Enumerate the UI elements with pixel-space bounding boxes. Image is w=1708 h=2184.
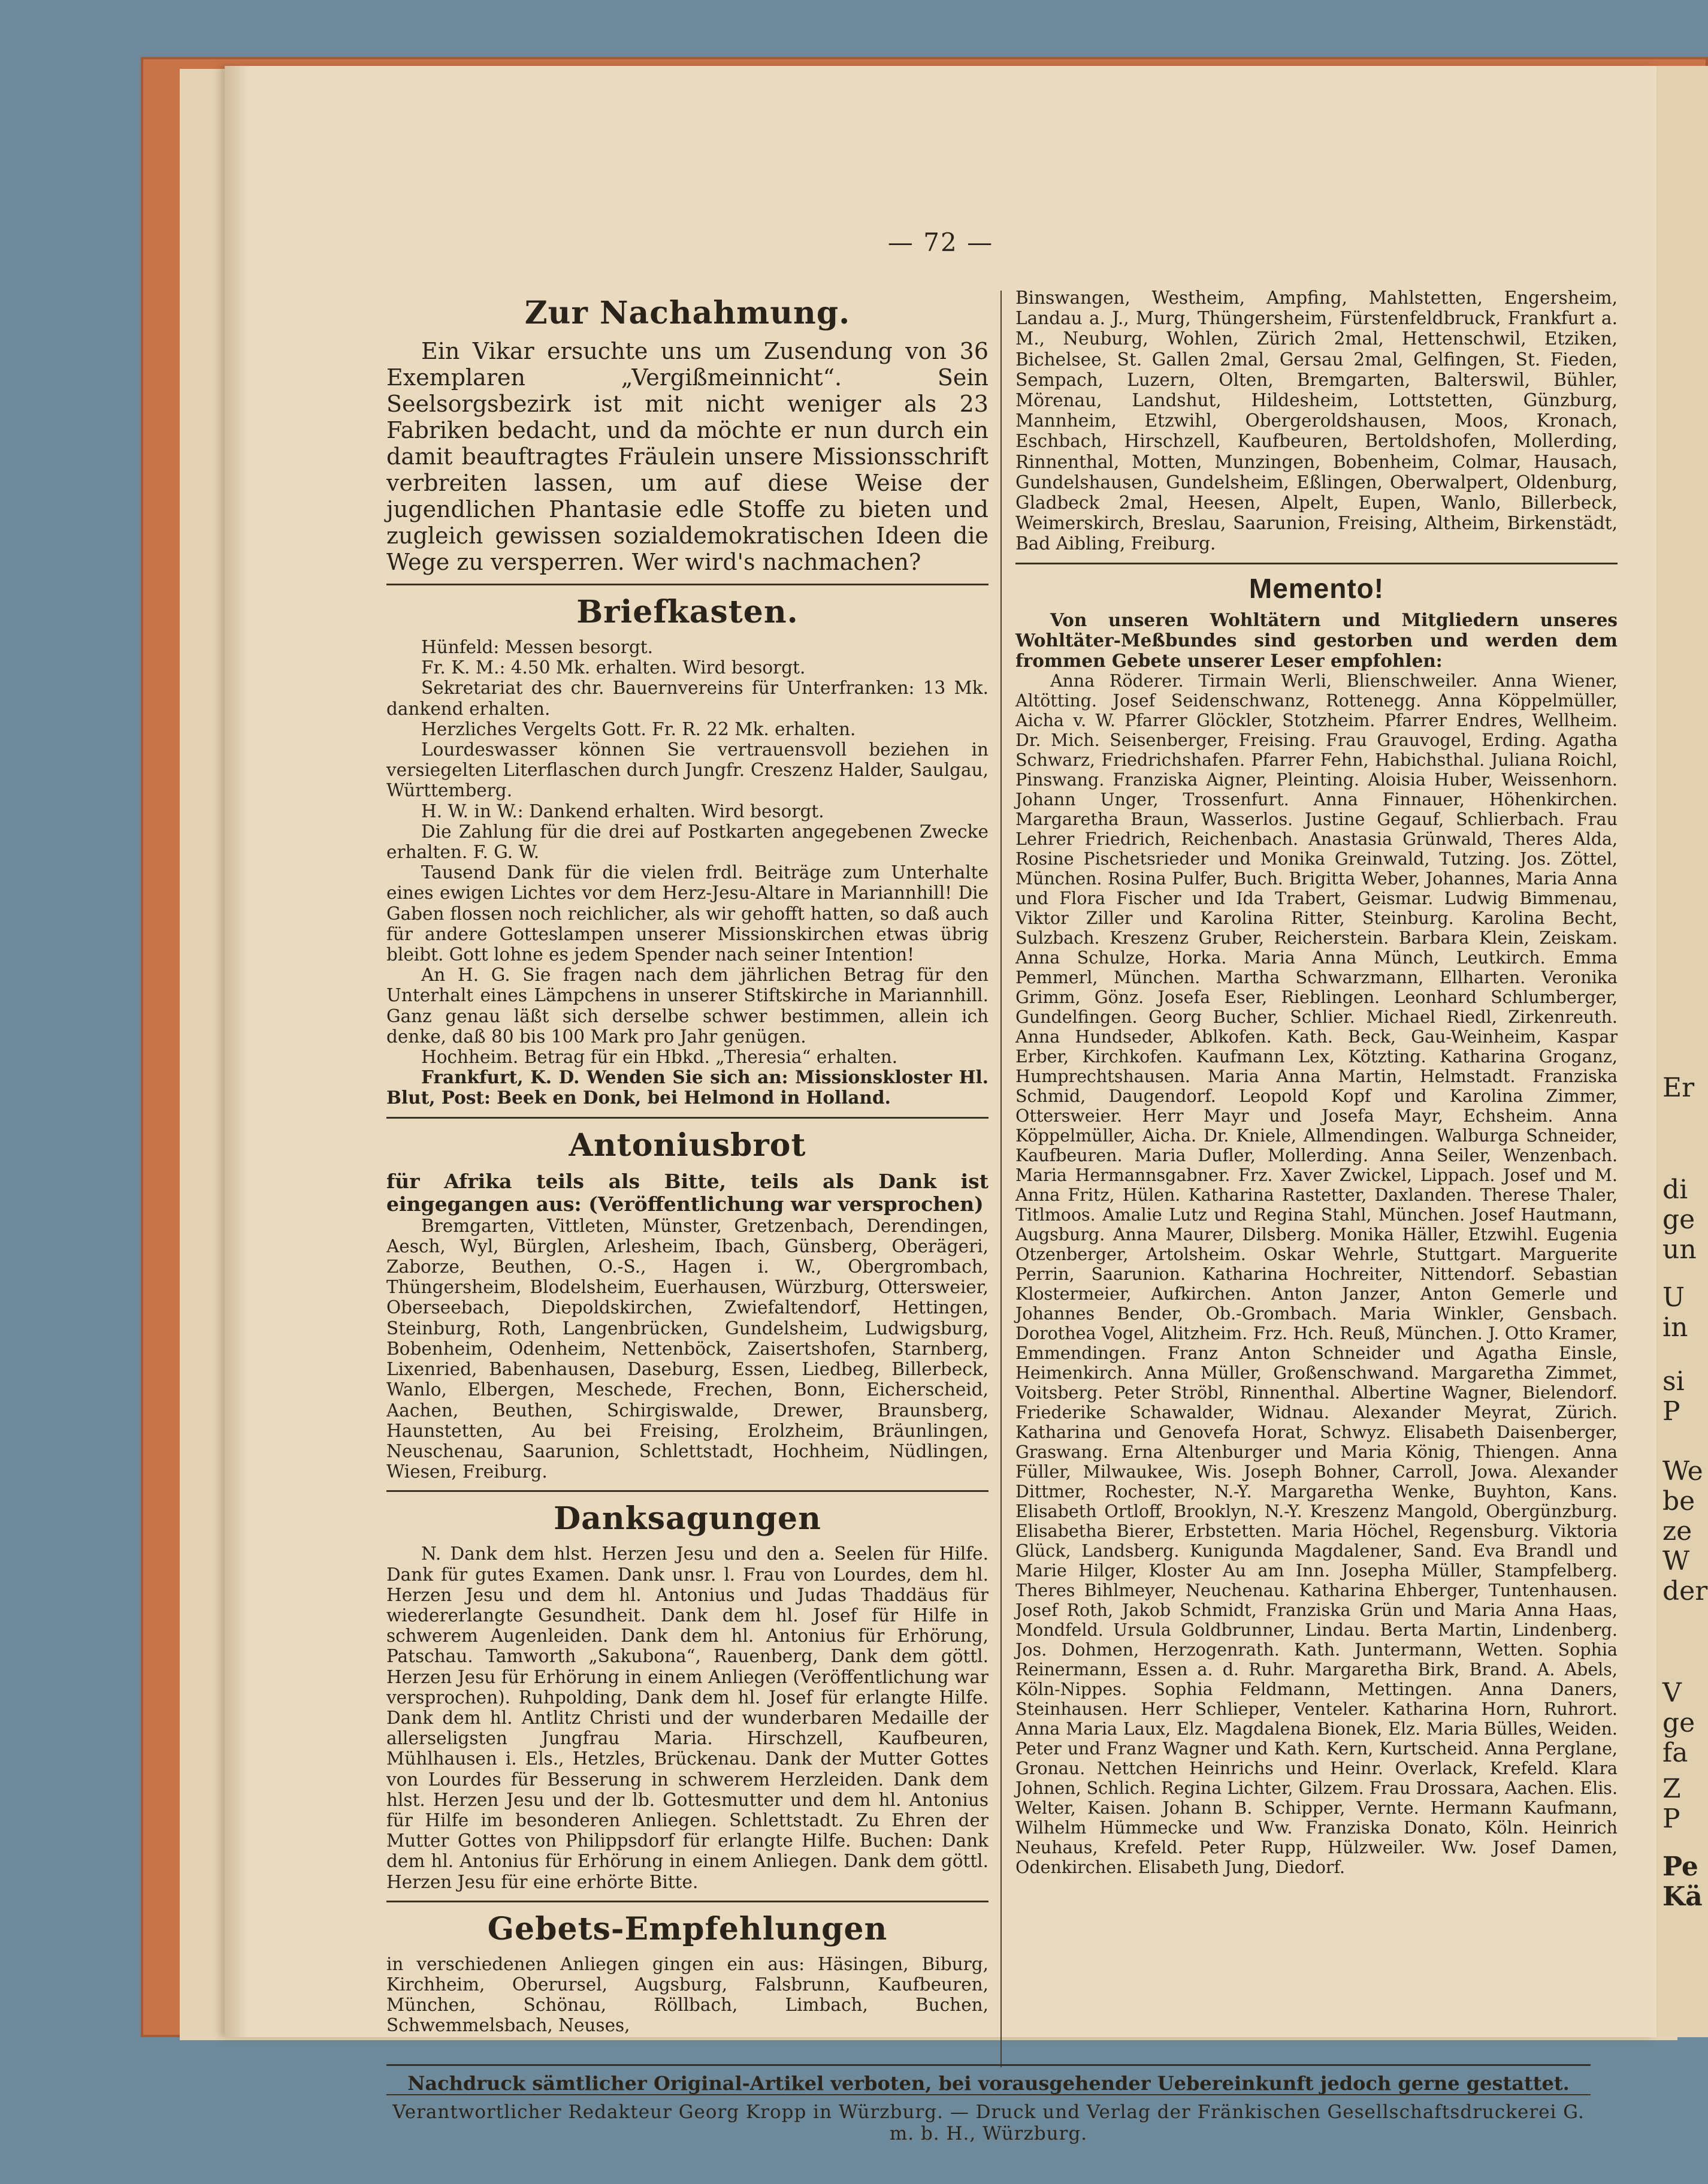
newspaper-page	[225, 66, 1656, 2144]
facing-page-fragment: We	[1662, 1456, 1703, 1487]
briefkasten-line: Frankfurt, K. D. Wenden Sie sich an: Missionskloster Hl. Blut, Post: Beek en Donk, bei Helmond in Holland.	[386, 1067, 988, 1108]
facing-page-fragment: Pe	[1662, 1851, 1698, 1882]
briefkasten-line: H. W. in W.: Dankend erhalten. Wird besorgt.	[421, 801, 824, 821]
briefkasten-line: Hochheim. Betrag für ein Hbkd. „Theresia“ erhalten.	[421, 1047, 898, 1068]
facing-page-fragment: ge	[1662, 1708, 1695, 1738]
nachahmung-text: Ein Vikar ersuchte uns um Zusendung von 36 Exemplaren „Vergißmeinnicht“. Sein Seelsorgsbezirk ist mit nicht weniger als 23 Fabriken bedacht, und da möchte er nun durch ein damit beauftragtes Fräulein unsere Missionsschrift verbreiten lassen, um auf diese Weise der jugendlichen Phantasie edle Stoffe zu bieten und zugleich gewissen sozialdemokratischen Ideen die Wege zu versperren. Wer wird's nachmachen?	[386, 338, 988, 575]
facing-page-fragment: be	[1662, 1486, 1695, 1517]
reprint-notice: Nachdruck sämtlicher Original-Artikel verboten, bei vorausgehender Uebereinkunft jedoch gerne gestattet.	[386, 2064, 1591, 2095]
imprint-line: Verantwortlicher Redakteur Georg Kropp in Würzburg. — Druck und Verlag der Fränkischen Gesellschaftsdruckerei G. m. b. H., Würzburg.	[386, 2094, 1591, 2144]
section-heading-memento: Memento!	[1248, 572, 1384, 604]
antoniusbrot-text: Bremgarten, Vittleten, Münster, Gretzenbach, Derendingen, Aesch, Wyl, Bürglen, Arlesheim, Ibach, Günsberg, Oberägeri, Zaborze, Beuthen, O.-S., Hagen i. W., Obergrombach, Thüngersheim, Blodelsheim, Euerhausen, Würzburg, Ottersweier, Oberseebach, Diepoldskirchen, Zwiefaltendorf, Hettingen, Steinburg, Roth, Langenbrücken, Gundelsheim, Ludwigsburg, Bobenheim, Odenheim, Nettenböck, Zaisertshofen, Starnberg, Lixenried, Babenhausen, Daseburg, Essen, Liedbeg, Billerbeck, Wanlo, Elbergen, Meschede, Frechen, Bonn, Eicherscheid, Aachen, Beuthen, Schirgiswalde, Drewer, Braunsberg, Haunstetten, Au bei Freising, Erolzheim, Bräunlingen, Neuschenau, Saarunion, Schlettstadt, Hochheim, Nüdlingen, Wiesen, Freiburg.	[386, 1215, 988, 1482]
section-rule	[386, 1117, 988, 1119]
facing-page-fragment: P	[1662, 1396, 1680, 1427]
section-heading-antoniusbrot: Antoniusbrot	[569, 1126, 806, 1164]
facing-page-fragment: si	[1662, 1366, 1685, 1397]
left-column	[386, 288, 988, 2036]
page-number: — 72 —	[887, 228, 994, 257]
briefkasten-line: Die Zahlung für die drei auf Postkarten angegebenen Zwecke erhalten. F. G. W.	[386, 821, 988, 863]
antoniusbrot-subheading: für Afrika teils als Bitte, teils als Dank ist eingegangen aus: (Veröffentlichung war versprochen)	[386, 1169, 988, 1216]
page-gutter-shade	[225, 66, 249, 2037]
section-rule	[386, 584, 988, 585]
facing-page-fragment: P	[1662, 1804, 1680, 1834]
briefkasten-line: Fr. K. M.: 4.50 Mk. erhalten. Wird besorgt.	[421, 657, 806, 678]
facing-page-fragment: un	[1662, 1234, 1697, 1265]
briefkasten-line: Herzliches Vergelts Gott. Fr. R. 22 Mk. erhalten.	[421, 718, 856, 739]
danksagungen-text: N. Dank dem hlst. Herzen Jesu und den a. Seelen für Hilfe. Dank für gutes Examen. Dank unsr. l. Frau von Lourdes, dem hl. Herzen Jesu und dem hl. Antonius und Judas Thaddäus für wiedererlangte Gesundheit. Dank dem hl. Josef für Hilfe in schwerem Augenleiden. Dank dem hl. Antonius für Erhörung, Patschau. Tamworth „Sakubona“, Rauenberg, Dank dem göttl. Herzen Jesu für Erhörung in einem Anliegen (Veröffentlichung war versprochen). Ruhpolding, Dank dem hl. Josef für erlangte Hilfe. Dank dem hl. Antlitz Christi und der wunderbaren Medaille der allerseligsten Jungfrau Maria. Hirschzell, Kaufbeuren, Mühlhausen i. Els., Hetzles, Brückenau. Dank der Mutter Gottes von Lourdes für Besserung in schwerem Herzleiden. Dank dem hlst. Herzen Jesu und der lb. Gottesmutter und dem hl. Antonius für Hilfe im besonderen Anliegen. Schlettstadt. Zu Ehren der Mutter Gottes von Philippsdorf für erlangte Hilfe. Buchen: Dank dem hl. Antonius für Erhörung in einem Anliegen. Dank dem göttl. Herzen Jesu für eine erhörte Bitte.	[386, 1543, 988, 1892]
memento-text: Anna Röderer. Tirmain Werli, Blienschweiler. Anna Wiener, Altötting. Josef Seidenschwanz, Rottenegg. Anna Köppelmüller, Aicha v. W. Pfarrer Glöckler, Stotzheim. Pfarrer Endres, Wellheim. Dr. Mich. Seisenberger, Freising. Frau Grauvogel, Erding. Agatha Schwarz, Friedrichshafen. Pfarrer Fehn, Habichsthal. Juliana Roichl, Pinswang. Franziska Aigner, Pleinting. Aloisia Huber, Weissenhorn. Johann Unger, Trossenfurt. Anna Finnauer, Höhenkirchen. Margaretha Braun, Wasserlos. Justine Gegauf, Schlierbach. Frau Lehrer Friedrich, Reichenbach. Anastasia Grünwald, Theres Alda, Rosine Pischetsrieder und Monika Greinwald, Tutzing. Jos. Zöttel, München. Rosina Pulfer, Buch. Brigitta Weber, Johannes, Maria Anna und Flora Fischer und Ida Trabert, Geismar. Ludwig Bimmenau, Viktor Ziller und Karolina Ritter, Steinburg. Karolina Becht, Sulzbach. Kreszenz Gruber, Reicherstein. Barbara Klein, Zeiskam. Anna Schulze, Horka. Maria Anna Münch, Leutkirch. Emma Pemmerl, München. Martha Schwarzmann, Ellharten. Veronika Grimm, Gönz. Josefa Eser, Rieblingen. Leonhard Schlumberger, Gundelfingen. Georg Bucher, Schlier. Michael Riedl, Zirkenreuth. Anna Hundseder, Ablkofen. Kath. Beck, Gau-Weinheim, Kaspar Erber, Kirchkofen. Kaufmann Lex, Kötzting. Katharina Groganz, Humprechtshausen. Maria Anna Martin, Helmstadt. Franziska Schmid, Daugendorf. Leopold Kopf und Karolina Zimmer, Ottersweier. Herr Mayr und Josefa Mayr, Echsheim. Anna Köppelmüller, Aicha. Dr. Kniele, Allmendingen. Walburga Schneider, Kaufbeuren. Maria Dufler, Mollerding. Anna Seiler, Wenzenbach. Maria Hermannsgabner. Frz. Xaver Zwickel, Lippach. Josef und M. Anna Fritz, Hülen. Katharina Rastetter, Daxlanden. Therese Thaler, Titlmoos. Amalie Lutz und Regina Stahl, München. Josef Hautmann, Augsburg. Anna Maurer, Dilsberg. Monika Häller, Etzwihl. Eugenia Otzenberger, Artolsheim. Oskar Wehrle, Stuttgart. Marguerite Perrin, Saarunion. Katharina Hochreiter, Nittendorf. Sebastian Klostermeier, Aufkirchen. Anton Janzer, Anton Gemerle und Johannes Bender, Ob.-Grombach. Maria Winkler, Gensbach. Dorothea Vogel, Alitzheim. Frz. Hch. Reuß, München. J. Otto Kramer, Emmendingen. Franz Anton Schneider und Agatha Einsle, Heimenkirch. Anna Müller, Großenschwand. Margaretha Zimmet, Voitsberg. Peter Ströbl, Rinnenthal. Albertine Wagner, Bielendorf. Friederike Schawalder, Widnau. Alexander Meyrat, Zürich. Katharina und Genovefa Horat, Schwyz. Elisabeth Daisenberger, Graswang. Erna Altenburger und Maria König, Thiengen. Anna Füller, Milwaukee, Wis. Joseph Bohner, Carroll, Jowa. Alexander Dittmer, Rochester, N.-Y. Margaretha Wenke, Buyhton, Kans. Elisabeth Ortloff, Brooklyn, N.-Y. Kreszenz Mangold, Obergünzburg. Elisabetha Bierer, Erbstetten. Maria Höchel, Regensburg. Viktoria Glück, Landsberg. Kunigunda Magdalener, Sand. Eva Brandl und Marie Hilger, Kloster Au am Inn. Josepha Müller, Stampfelberg. Theres Bihlmeyer, Neuchenau. Katharina Ehberger, Tuntenhausen. Josef Roth, Jakob Schmidt, Franziska Grün und Maria Anna Haas, Mondfeld. Ursula Goldbrunner, Lindau. Berta Martin, Lindenberg. Jos. Dohmen, Herzogenrath. Kath. Juntermann, Wetten. Sophia Reinermann, Essen a. d. Ruhr. Margaretha Birk, Brand. A. Abels, Köln-Nippes. Sophia Feldmann, Mettingen. Anna Daners, Steinhausen. Herr Schlieper, Venteler. Katharina Horn, Ruhrort. Anna Maria Laux, Elz. Magdalena Bionek, Elz. Maria Bülles, Weiden. Peter und Franz Wagner und Kath. Kern, Kurtscheid. Anna Perglane, Gronau. Nettchen Heinrichs und Heinr. Overlack, Krefeld. Klara Johnen, Schlich. Regina Lichter, Gilzem. Frau Drossara, Aachen. Elis. Welter, Kaisen. Johann B. Schipper, Vernte. Hermann Kaufmann, Wilhelm Hümmecke und Ww. Franziska Donato, Köln. Heinrich Neuhaus, Krefeld. Peter Rupp, Hülzweiler. Ww. Josef Damen, Odenkirchen. Elisabeth Jung, Diedorf.	[1015, 671, 1618, 1878]
facing-page-fragment: Z	[1662, 1774, 1681, 1804]
briefkasten-line: Sekretariat des chr. Bauernvereins für Unterfranken: 13 Mk. dankend erhalten.	[386, 678, 988, 719]
facing-page-fragment: Kä	[1662, 1881, 1703, 1912]
facing-page-fragment: Er	[1662, 1073, 1695, 1103]
section-heading-danksagungen: Danksagungen	[554, 1500, 821, 1537]
briefkasten-line: Hünfeld: Messen besorgt.	[421, 637, 653, 657]
briefkasten-line: Lourdeswasser können Sie vertrauensvoll beziehen in versiegelten Literflaschen durch Jungfr. Creszenz Halder, Saulgau, Württemberg.	[386, 739, 988, 801]
facing-page-fragment: U	[1662, 1282, 1685, 1313]
facing-page-fragment: der	[1662, 1576, 1708, 1606]
gebete-text: in verschiedenen Anliegen gingen ein aus: Häsingen, Biburg, Kirchheim, Oberursel, Augsburg, Falsbrunn, Kaufbeuren, München, Schönau, Röllbach, Limbach, Buchen, Schwemmelsbach, Neuses,	[386, 1953, 988, 2036]
facing-page-fragment: ze	[1662, 1516, 1692, 1546]
column-divider	[1000, 291, 1002, 2067]
section-heading-nachahmung: Zur Nachahmung.	[524, 295, 851, 331]
memento-intro: Von unseren Wohltätern und Mitgliedern unseres Wohltäter-Meßbundes sind gestorben und werden dem frommen Gebete unserer Leser empfohlen:	[1015, 609, 1618, 672]
facing-page-fragment: di	[1662, 1174, 1688, 1205]
section-rule	[386, 1490, 988, 1492]
gebete-continued-text: Binswangen, Westheim, Ampfing, Mahlstetten, Engersheim, Landau a. J., Murg, Thüngersheim, Fürstenfeldbruck, Frankfurt a. M., Neuburg, Wohlen, Zürich 2mal, Hettenschwil, Etziken, Bichelsee, St. Gallen 2mal, Gersau 2mal, Gelfingen, St. Fieden, Sempach, Luzern, Olten, Bremgarten, Balterswil, Bühler, Mörenau, Landshut, Hildesheim, Lottstetten, Günzburg, Mannheim, Etzwihl, Obergeroldshausen, Moos, Kronach, Eschbach, Hirschzell, Kaufbeuren, Bertoldshofen, Mollerding, Rinnenthal, Motten, Munzingen, Bobenheim, Colmar, Hausach, Gundelshausen, Gundelsheim, Eßlingen, Oberwalpert, Oldenburg, Gladbeck 2mal, Heesen, Alpelt, Eupen, Wanlo, Billerbeck, Weimerskirch, Breslau, Saarunion, Freising, Altheim, Birkenstädt, Bad Aibling, Freiburg.	[1015, 288, 1618, 554]
briefkasten-line: Tausend Dank für die vielen frdl. Beiträge zum Unterhalte eines ewigen Lichtes vor dem Herz-Jesu-Altare in Mariannhill! Die Gaben flossen noch reichlicher, als wir gehofft hatten, so daß auch für andere Gotteslampen unserer Missionskirchen etwas übrig bleibt. Gott lohne es jedem Spender nach seiner Intention!	[386, 862, 988, 965]
section-heading-gebete: Gebets-Empfehlungen	[487, 1910, 888, 1947]
section-heading-briefkasten: Briefkasten.	[576, 594, 799, 630]
section-rule	[1015, 563, 1618, 564]
section-rule	[386, 1901, 988, 1902]
briefkasten-line: An H. G. Sie fragen nach dem jährlichen Betrag für den Unterhalt eines Lämpchens in unserer Stiftskirche in Mariannhill. Ganz genau läßt sich derselbe schwer bestimmen, allein ich denke, daß 80 bis 100 Mark pro Jahr genügen.	[386, 965, 988, 1047]
facing-page-fragment: ge	[1662, 1204, 1695, 1235]
facing-page-fragment: W	[1662, 1546, 1690, 1576]
facing-page-fragment: fa	[1662, 1738, 1688, 1768]
right-column	[1015, 288, 1618, 1877]
facing-page-fragment: in	[1662, 1312, 1688, 1343]
facing-page-fragment: V	[1662, 1678, 1682, 1708]
